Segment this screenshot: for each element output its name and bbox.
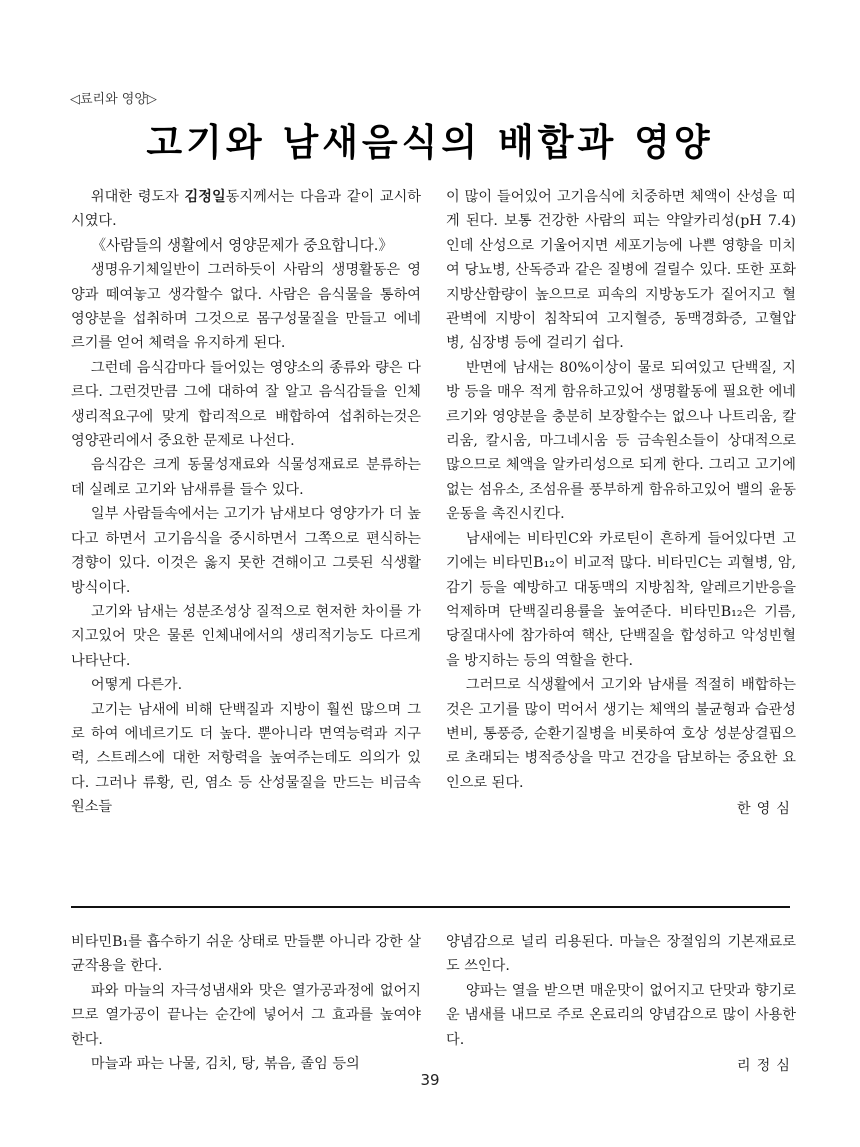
section-kicker: ◁료리와 영양▷ — [70, 92, 157, 107]
body-paragraph: 생명유기체일반이 그러하듯이 사람의 생명활동은 영양과 떼여놓고 생각할수 없다. 사람은 음식물을 통하여 영양분을 섭취하며 그것으로 몸구성물질을 만들고 에네르기를 얻어 체력을 유지하게 된다. — [71, 262, 421, 352]
quote-paragraph: 《사람들의 생활에서 영양문제가 중요합니다.》 — [91, 236, 393, 254]
page-number: 39 — [420, 1071, 440, 1089]
body-paragraph-continued: 양념감으로 널리 리용된다. 마늘은 장절임의 기본재료로도 쓰인다. — [446, 934, 796, 975]
body-paragraph-continued: 비타민B₁를 흡수하기 쉬운 상태로 만들뿐 아니라 강한 살균작용을 한다. — [71, 934, 421, 975]
author-byline: 한영심 — [736, 801, 796, 818]
body-paragraph: 양파는 열을 받으면 매운맛이 없어지고 단맛과 향기로운 냄새를 내므로 주로 온료리의 양념감으로 많이 사용한다. — [446, 982, 796, 1048]
body-paragraph-continued: 이 많이 들어있어 고기음식에 치중하면 체액이 산성을 띠게 된다. 보통 건강한 사람의 피는 약알카리성(pH 7.4)인데 산성으로 기울어지면 세포기능에 나쁜 영향을 미치여 당뇨병, 산독증과 같은 질병에 걸릴수 있다. 또한 포화지방산함량이 높으므로 피속의 지방농도가 짙어지고 혈관벽에 지방이 침착되여 고지혈증, 동맥경화증, 고혈압병, 심장병 등에 걸리기 쉽다. — [446, 189, 796, 352]
leader-name: 김정일 — [184, 189, 226, 205]
body-paragraph: 파와 마늘의 자극성냄새와 맛은 열가공과정에 없어지므로 열가공이 끝나는 순간에 넣어서 그 효과를 높여야 한다. — [71, 982, 421, 1048]
lead-paragraph: 위대한 령도자 김정일동지께서는 다음과 같이 교시하시였다. — [71, 189, 421, 230]
body-paragraph: 고기와 남새는 성분조성상 질적으로 현저한 차이를 가지고있어 맛은 물론 인체내에서의 생리적기능도 다르게 나타난다. — [71, 603, 421, 669]
author-byline: 리정심 — [736, 1058, 796, 1075]
body-paragraph: 그런데 음식감마다 들어있는 영양소의 종류와 량은 다르다. 그런것만큼 그에 대하여 잘 알고 음식감들을 인체생리적요구에 맞게 합리적으로 배합하여 섭취하는것은 영양관리에서 중요한 문제로 나선다. — [71, 359, 421, 450]
section-divider — [71, 906, 790, 908]
body-paragraph: 일부 사람들속에서는 고기가 남새보다 영양가가 더 높다고 하면서 고기음식을 중시하면서 그쪽으로 편식하는 경향이 있다. 이것은 옳지 못한 견해이고 그릇된 식생활방식이다. — [71, 506, 421, 596]
article1-left-column — [71, 185, 421, 820]
body-paragraph: 반면에 남새는 80%이상이 물로 되여있고 단백질, 지방 등을 매우 적게 함유하고있어 생명활동에 필요한 에네르기와 영양분을 충분히 보장할수는 없으나 나트리움, 칼리움, 칼시움, 마그네시움 등 금속원소들이 상대적으로 많으므로 체액을 알카리성으로 되게 한다. 그리고 고기에 없는 섬유소, 조섬유를 풍부하게 함유하고있어 밸의 윤동운동을 촉진시킨다. — [446, 359, 796, 523]
body-paragraph: 음식감은 크게 동물성재료와 식물성재료로 분류하는데 실례로 고기와 남새류를 들수 있다. — [71, 457, 421, 498]
article2-left-column — [71, 930, 421, 1076]
article1-right-column — [446, 185, 796, 822]
body-paragraph: 그러므로 식생활에서 고기와 남새를 적절히 배합하는것은 고기를 많이 먹어서 생기는 체액의 불균형과 습관성변비, 통풍증, 순환기질병을 비롯하여 호상 성분상결핍으로 초래되는 병적증상을 막고 건강을 담보하는 중요한 요인으로 된다. — [446, 677, 796, 791]
article2-right-column — [446, 930, 796, 1078]
body-paragraph: 고기는 남새에 비해 단백질과 지방이 훨씬 많으며 그로 하여 에네르기도 더 높다. 뿐아니라 면역능력과 지구력, 스트레스에 대한 저항력을 높여주는데도 의의가 있다. 그러나 류황, 린, 염소 등 산성물질을 만드는 비금속원소들 — [71, 701, 421, 816]
body-paragraph: 남새에는 비타민C와 카로틴이 흔하게 들어있다면 고기에는 비타민B₁₂이 비교적 많다. 비타민C는 괴혈병, 암, 감기 등을 예방하고 대동맥의 지방침착, 알레르기반응을 억제하며 단백질리용률을 높여준다. 비타민B₁₂은 기름, 당질대사에 참가하여 핵산, 단백질을 합성하고 악성빈혈을 방지하는 등의 역할을 한다. — [446, 530, 796, 669]
body-paragraph: 어떻게 다른가. — [90, 677, 183, 694]
article-title: 고기와 남새음식의 배합과 영양 — [146, 121, 714, 164]
body-paragraph: 마늘과 파는 나물, 김치, 탕, 볶음, 졸임 등의 — [90, 1056, 360, 1073]
